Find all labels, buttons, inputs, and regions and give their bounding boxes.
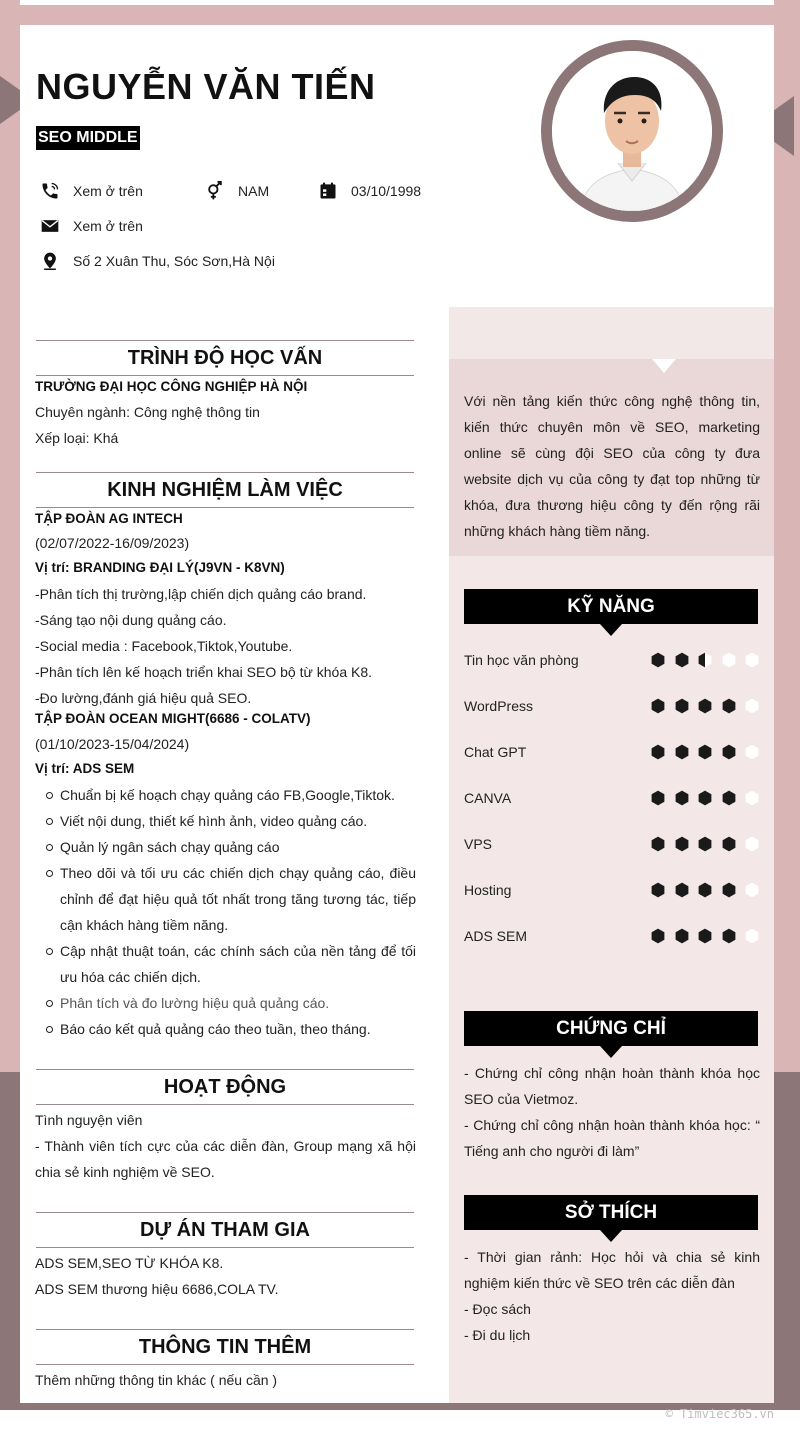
skill-dot-empty — [744, 744, 760, 760]
skill-dot-filled — [721, 790, 737, 806]
project-line: ADS SEM thương hiệu 6686,COLA TV. — [35, 1281, 279, 1297]
experience-heading: KINH NGHIỆM LÀM VIỆC — [36, 472, 414, 508]
phone-value: Xem ở trên — [73, 183, 143, 199]
skill-row — [464, 742, 760, 762]
skill-dot-filled — [650, 744, 666, 760]
job-company: TẬP ĐOÀN AG INTECH — [35, 511, 183, 526]
education-major: Chuyên ngành: Công nghệ thông tin — [35, 404, 260, 420]
skill-row — [464, 834, 760, 854]
skill-dot-filled — [674, 836, 690, 852]
skill-dot-filled — [721, 698, 737, 714]
watermark-credit: © Timviec365.vn — [665, 1407, 774, 1421]
list-item: Quản lý ngân sách chạy quảng cáo — [35, 834, 416, 860]
job-position: Vị trí: BRANDING ĐẠI LÝ(J9VN - K8VN) — [35, 560, 285, 575]
job-duty: -Phân tích lên kế hoạch triển khai SEO bộ từ khóa K8. — [35, 664, 373, 680]
job-title-badge: SEO MIDDLE — [36, 126, 140, 150]
list-item: Báo cáo kết quả quảng cáo theo tuần, theo tháng. — [35, 1016, 416, 1042]
skill-dot-filled — [697, 698, 713, 714]
gender-value: NAM — [238, 183, 270, 199]
skill-dot-filled — [697, 928, 713, 944]
location-pin-icon — [39, 250, 61, 272]
skill-label: Hosting — [464, 882, 512, 898]
skill-dot-filled — [674, 744, 690, 760]
skill-rating — [650, 744, 760, 760]
job-duty: -Đo lường,đánh giá hiệu quả SEO. — [35, 690, 252, 706]
email-value: Xem ở trên — [73, 218, 143, 234]
extra-info-heading: THÔNG TIN THÊM — [36, 1329, 414, 1365]
skill-dot-filled — [650, 790, 666, 806]
job-duty: -Phân tích thị trường,lập chiến dịch quảng cáo brand. — [35, 586, 367, 602]
skill-row — [464, 880, 760, 900]
skill-dot-filled — [697, 836, 713, 852]
list-item: Viết nội dung, thiết kế hình ảnh, video quảng cáo. — [35, 808, 416, 834]
hobby-line: - Đi du lịch — [464, 1327, 531, 1343]
job-period: (02/07/2022-16/09/2023) — [35, 535, 190, 551]
skills-heading-notch — [600, 624, 622, 636]
candidate-name: NGUYỄN VĂN TIẾN — [36, 66, 376, 107]
skill-dot-filled — [697, 790, 713, 806]
skill-rating — [650, 836, 760, 852]
skill-dot-empty — [744, 698, 760, 714]
skill-label: Chat GPT — [464, 744, 527, 760]
skill-dot-filled — [674, 928, 690, 944]
skill-dot-filled — [697, 744, 713, 760]
list-item: Cập nhật thuật toán, các chính sách của nền tảng để tối ưu hóa các chiến dịch. — [35, 938, 416, 990]
hobbies-heading: SỞ THÍCH — [464, 1195, 758, 1230]
skill-rating — [650, 882, 760, 898]
project-line: ADS SEM,SEO TỪ KHÓA K8. — [35, 1255, 224, 1271]
skill-dot-half — [697, 652, 713, 668]
gender-info — [204, 180, 269, 202]
job-period: (01/10/2023-15/04/2024) — [35, 736, 190, 752]
top-strip — [20, 0, 774, 5]
skill-dot-empty — [744, 790, 760, 806]
skill-dot-empty — [744, 882, 760, 898]
summary-notch — [652, 359, 676, 373]
summary-header-band — [449, 307, 774, 359]
skill-dot-filled — [674, 698, 690, 714]
skill-dot-empty — [744, 928, 760, 944]
list-item: Theo dõi và tối ưu các chiến dịch chạy quảng cáo, điều chỉnh để đạt hiệu quả tốt nhất trong tăng tương tác, tiếp cận khách hàng tiềm năng. — [35, 860, 416, 938]
skills-heading: KỸ NĂNG — [464, 589, 758, 624]
hobby-line: - Đọc sách — [464, 1301, 531, 1317]
address-info — [39, 250, 275, 272]
hobbies-heading-notch — [600, 1230, 622, 1242]
skill-rating — [650, 652, 760, 668]
email-info — [39, 215, 143, 237]
address-value: Số 2 Xuân Thu, Sóc Sơn,Hà Nội — [73, 253, 275, 269]
certificate-line: - Chứng chỉ công nhận hoàn thành khóa học SEO của Vietmoz. — [464, 1065, 760, 1107]
job-position: Vị trí: ADS SEM — [35, 761, 135, 776]
skill-dot-empty — [721, 652, 737, 668]
skill-dot-filled — [721, 744, 737, 760]
skill-dot-filled — [674, 652, 690, 668]
job-duty: -Sáng tạo nội dung quảng cáo. — [35, 612, 227, 628]
skill-dot-filled — [674, 882, 690, 898]
avatar — [552, 51, 712, 211]
skill-row — [464, 926, 760, 946]
skill-rating — [650, 790, 760, 806]
skill-row — [464, 696, 760, 716]
phone-info — [39, 180, 143, 202]
phone-icon — [39, 180, 61, 202]
skill-label: WordPress — [464, 698, 533, 714]
skill-dot-filled — [650, 652, 666, 668]
skill-rating — [650, 698, 760, 714]
skill-dot-empty — [744, 652, 760, 668]
activity-line: Tình nguyện viên — [35, 1112, 143, 1128]
projects-heading: DỰ ÁN THAM GIA — [36, 1212, 414, 1248]
skill-rating — [650, 928, 760, 944]
job-company: TẬP ĐOÀN OCEAN MIGHT(6686 - COLATV) — [35, 711, 311, 726]
certificates-heading: CHỨNG CHỈ — [464, 1011, 758, 1046]
skill-label: CANVA — [464, 790, 512, 806]
envelope-icon — [39, 215, 61, 237]
skill-dot-filled — [674, 790, 690, 806]
extra-info-text: Thêm những thông tin khác ( nếu cần ) — [35, 1372, 278, 1388]
certificate-line: - Chứng chỉ công nhận hoàn thành khóa học: “ Tiếng anh cho người đi làm” — [464, 1117, 760, 1159]
list-item: Chuẩn bị kế hoạch chạy quảng cáo FB,Google,Tiktok. — [35, 782, 416, 808]
skill-row — [464, 788, 760, 808]
skill-dot-filled — [697, 882, 713, 898]
activity-line: - Thành viên tích cực của các diễn đàn, Group mạng xã hội chia sẻ kinh nghiệm về SEO. — [35, 1138, 416, 1180]
skill-dot-filled — [650, 882, 666, 898]
skill-row — [464, 650, 760, 670]
job-duty-list — [35, 782, 416, 1042]
list-item: Phân tích và đo lường hiệu quả quảng cáo. — [35, 990, 416, 1016]
education-heading: TRÌNH ĐỘ HỌC VẤN — [36, 340, 414, 376]
hobby-line: - Thời gian rảnh: Học hỏi và chia sẻ kinh nghiệm kiến thức về SEO trên các diễn đàn — [464, 1249, 760, 1291]
gender-icon — [204, 180, 226, 202]
skill-label: ADS SEM — [464, 928, 528, 944]
skill-dot-filled — [650, 836, 666, 852]
activities-heading: HOẠT ĐỘNG — [36, 1069, 414, 1105]
career-summary: Với nền tảng kiến thức công nghệ thông tin, kiến thức chuyên môn về SEO, marketing online sẽ cùng đội SEO của công ty đưa website dịch vụ của công ty đạt top những từ khóa, đưa thương hiệu công ty đến rộng rãi những khách hàng tiềm năng. — [464, 393, 760, 539]
job-duty: -Social media : Facebook,Tiktok,Youtube. — [35, 638, 293, 654]
skill-dot-filled — [721, 882, 737, 898]
education-grade: Xếp loại: Khá — [35, 430, 119, 446]
birthday-value: 03/10/1998 — [351, 183, 422, 199]
skill-dot-filled — [650, 928, 666, 944]
skill-dot-filled — [721, 836, 737, 852]
school-name: TRƯỜNG ĐẠI HỌC CÔNG NGHIỆP HÀ NỘI — [35, 379, 308, 394]
certificates-heading-notch — [600, 1046, 622, 1058]
birthday-info — [317, 180, 421, 202]
skill-label: Tin học văn phòng — [464, 652, 579, 668]
skill-label: VPS — [464, 836, 493, 852]
skill-dot-filled — [721, 928, 737, 944]
skill-dot-filled — [650, 698, 666, 714]
calendar-icon — [317, 180, 339, 202]
skill-dot-empty — [744, 836, 760, 852]
